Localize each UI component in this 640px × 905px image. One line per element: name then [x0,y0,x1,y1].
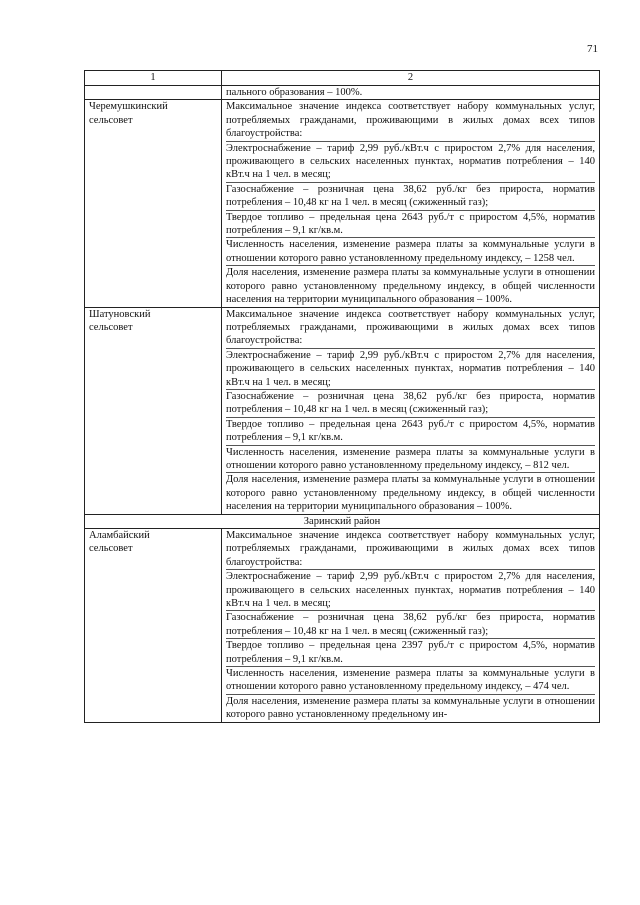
table-row [85,529,600,723]
name-line: сельсовет [89,543,133,555]
name-line: Аламбайский [89,530,150,541]
paragraph: Численность населения, изменение размера платы за коммунальные услуги в отношении которого равно установленному предельному индексу, – 1258 чел. [226,239,595,264]
paragraph: Доля населения, изменение размера платы за коммунальные услуги в отношении которого равно установленному предельному индексу, в общей численности населения на территории муниципального образования – 100%. [226,474,595,513]
municipality-description [222,529,600,723]
continuation-name-cell [85,86,222,100]
paragraph: Газоснабжение – розничная цена 38,62 руб./кг без прироста, норматив потребления – 10,48 кг на 1 чел. в месяц (сжиженный газ); [226,612,595,637]
table-header-row [85,71,600,86]
paragraph: Доля населения, изменение размера платы за коммунальные услуги в отношении которого равно установленному предельному ин- [226,695,595,721]
paragraph: Твердое топливо – предельная цена 2643 руб./т с приростом 4,5%, норматив потребления – 9,1 кг/кв.м. [226,418,595,444]
page-number: 71 [587,43,598,55]
paragraph: пального образования – 100%. [226,87,363,98]
municipality-description [222,307,600,514]
paragraph: Твердое топливо – предельная цена 2397 руб./т с приростом 4,5%, норматив потребления – 9,1 кг/кв.м. [226,640,595,665]
header-col-1: 1 [85,71,222,86]
continuation-text [222,86,600,100]
section-title: Заринский район [85,514,600,528]
paragraph: Газоснабжение – розничная цена 38,62 руб./кг без прироста, норматив потребления – 10,48 кг на 1 чел. в месяц (сжиженный газ); [226,183,595,209]
table-row [85,100,600,307]
name-line: Черемушкинский [89,101,168,113]
table-row [85,307,600,514]
paragraph: Электроснабжение – тариф 2,99 руб./кВт.ч с приростом 2,7% для населения, проживающего в сельских населенных пунктах, норматив потребления – 140 кВт.ч на 1 чел. в месяц; [226,142,595,181]
paragraph: Газоснабжение – розничная цена 38,62 руб./кг без прироста, норматив потребления – 10,48 кг на 1 чел. в месяц (сжиженный газ); [226,390,595,416]
paragraph: Максимальное значение индекса соответствует набору коммунальных услуг, потребляемых гражданами, проживающими в жилых домах всех типов благоустройства: [226,530,595,568]
paragraph: Максимальное значение индекса соответствует набору коммунальных услуг, потребляемых гражданами, проживающими в жилых домах всех типов благоустройства: [226,101,595,140]
table-row [85,86,600,100]
tariff-table [84,70,600,723]
paragraph: Максимальное значение индекса соответствует набору коммунальных услуг, потребляемых гражданами, проживающими в жилых домах всех типов благоустройства: [226,308,595,347]
paragraph: Электроснабжение – тариф 2,99 руб./кВт.ч с приростом 2,7% для населения, проживающего в сельских населенных пунктах, норматив потребления – 140 кВт.ч на 1 чел. в месяц; [226,349,595,388]
paragraph: Численность населения, изменение размера платы за коммунальные услуги в отношении которого равно установленному предельному индексу, – 474 чел. [226,668,595,693]
name-line: Шатуновский [89,308,151,320]
paragraph: Доля населения, изменение размера платы за коммунальные услуги в отношении которого равно установленному предельному индексу, в общей численности населения на территории муниципального образования – 100%. [226,267,595,306]
name-line: сельсовет [89,321,133,333]
municipality-name [85,529,222,723]
paragraph: Электроснабжение – тариф 2,99 руб./кВт.ч с приростом 2,7% для населения, проживающего в сельских населенных пунктах, норматив потребления – 140 кВт.ч на 1 чел. в месяц; [226,571,595,610]
name-line: сельсовет [89,114,133,126]
header-col-2: 2 [222,71,600,86]
paragraph: Численность населения, изменение размера платы за коммунальные услуги в отношении которого равно установленному предельному индексу, – 812 чел. [226,446,595,471]
municipality-name [85,307,222,514]
paragraph: Твердое топливо – предельная цена 2643 руб./т с приростом 4,5%, норматив потребления – 9,1 кг/кв.м. [226,211,595,237]
section-row [85,514,600,528]
municipality-name [85,100,222,307]
municipality-description [222,100,600,307]
